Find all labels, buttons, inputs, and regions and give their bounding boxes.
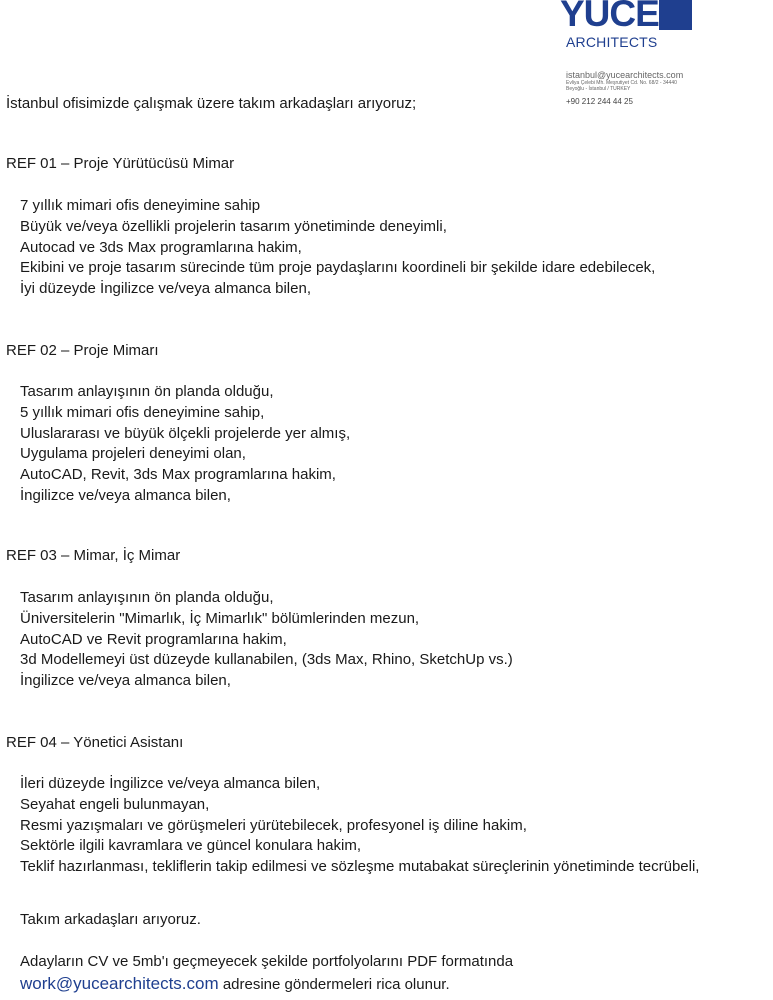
list-item: Ekibini ve proje tasarım sürecinde tüm proje paydaşlarını koordineli bir şekilde idare edebilecek, xyxy=(20,259,656,277)
logo-subtitle: ARCHITECTS xyxy=(566,34,658,50)
list-item: Uygulama projeleri deneyimi olan, xyxy=(20,445,246,463)
list-item: 3d Modellemeyi üst düzeyde kullanabilen, (3ds Max, Rhino, SketchUp vs.) xyxy=(20,651,513,669)
list-item: Sektörle ilgili kavramlara ve güncel konulara hakim, xyxy=(20,837,361,855)
ref-02-title: REF 02 – Proje Mimarı xyxy=(6,342,159,359)
logo-wordmark: YUCE xyxy=(560,0,659,34)
list-item: Seyahat engeli bulunmayan, xyxy=(20,795,210,813)
ref-01-title: REF 01 – Proje Yürütücüsü Mimar xyxy=(6,155,235,172)
list-item: İyi düzeyde İngilizce ve/veya almanca bilen, xyxy=(20,280,311,298)
list-item: Üniversitelerin "Mimarlık, İç Mimarlık" bölümlerinden mezun, xyxy=(20,609,420,627)
intro-text: İstanbul ofisimizde çalışmak üzere takım arkadaşları arıyoruz; xyxy=(6,95,417,112)
list-item: AutoCAD, Revit, 3ds Max programlarına hakim, xyxy=(20,466,336,484)
list-item: AutoCAD ve Revit programlarına hakim, xyxy=(20,630,287,648)
list-item: Büyük ve/veya özellikli projelerin tasarım yönetiminde deneyimli, xyxy=(20,217,447,235)
list-item: Teklif hazırlanması, tekliflerin takip edilmesi ve sözleşme mutabakat süreçlerinin yönetiminde tecrübeli, xyxy=(20,858,700,876)
list-item: İngilizce ve/veya almanca bilen, xyxy=(20,486,231,504)
list-item: İngilizce ve/veya almanca bilen, xyxy=(20,672,231,690)
closing-line-3-text: adresine göndermeleri rica olunur. xyxy=(222,976,450,993)
application-email-link[interactable]: work@yucearchitects.com xyxy=(20,974,219,993)
list-item: Autocad ve 3ds Max programlarına hakim, xyxy=(20,238,302,256)
closing-line-3 xyxy=(20,975,450,994)
contact-email[interactable]: istanbul@yucearchitects.com xyxy=(566,70,684,80)
company-logo xyxy=(560,0,692,54)
list-item: Tasarım anlayışının ön planda olduğu, xyxy=(20,589,274,606)
ref-02-requirements xyxy=(20,382,350,507)
ref-03-title: REF 03 – Mimar, İç Mimar xyxy=(6,547,181,564)
closing-line-2: Adayların CV ve 5mb'ı geçmeyecek şekilde portfolyolarını PDF formatında xyxy=(20,953,514,970)
ref-04-title: REF 04 – Yönetici Asistanı xyxy=(6,734,184,751)
list-item: 7 yıllık mimari ofis deneyimine sahip xyxy=(20,197,261,214)
ref-03-requirements xyxy=(20,588,513,692)
list-item: Resmi yazışmaları ve görüşmeleri yürütebilecek, profesyonel iş diline hakim, xyxy=(20,816,527,834)
list-item: Uluslararası ve büyük ölçekli projelerde yer almış, xyxy=(20,424,351,442)
list-item: Tasarım anlayışının ön planda olduğu, xyxy=(20,383,274,400)
list-item: 5 yıllık mimari ofis deneyimine sahip, xyxy=(20,403,265,421)
ref-01-requirements xyxy=(20,196,655,300)
contact-block xyxy=(566,70,766,107)
contact-address-line1: Evliya Çelebi Mh. Meşrutiyet Cd. No. 68/2 - 34440 xyxy=(566,80,677,86)
closing-line-1: Takım arkadaşları arıyoruz. xyxy=(20,911,201,928)
contact-address-line2: Beyoğlu - İstanbul / TURKEY xyxy=(566,86,631,92)
ref-04-requirements xyxy=(20,774,699,878)
list-item: İleri düzeyde İngilizce ve/veya almanca bilen, xyxy=(20,775,321,792)
contact-phone: +90 212 244 44 25 xyxy=(566,97,633,106)
logo-square-icon xyxy=(659,0,692,30)
